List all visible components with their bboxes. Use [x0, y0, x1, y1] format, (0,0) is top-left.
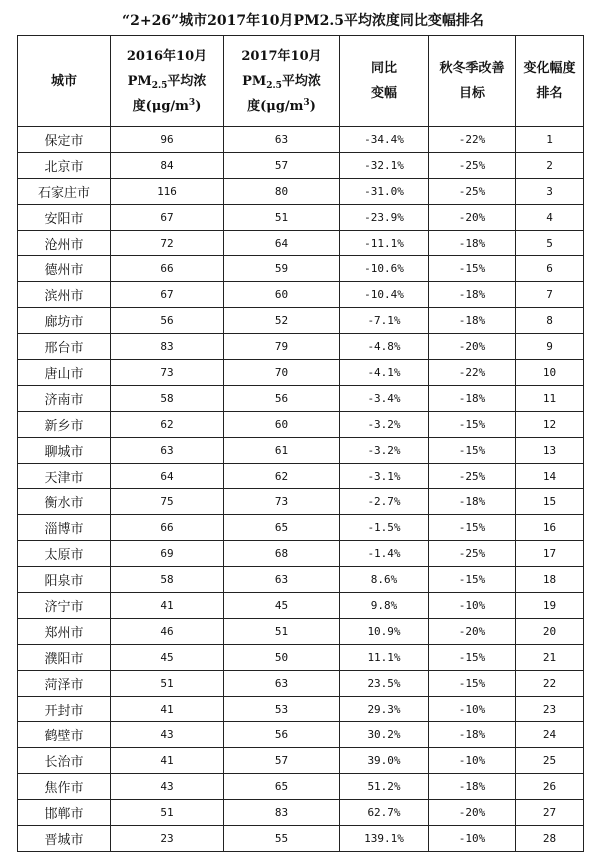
- pm25-2016-cell: 83: [111, 334, 224, 360]
- city-cell: 开封市: [18, 696, 111, 722]
- yoy-change-cell: 51.2%: [340, 774, 429, 800]
- pm25-ranking-table: [17, 35, 584, 852]
- header-2016-line1: 2016年10月: [126, 48, 208, 64]
- yoy-change-cell: -4.8%: [340, 334, 429, 360]
- header-2017-unit-sup: 3: [303, 97, 310, 108]
- target-cell: -15%: [429, 644, 516, 670]
- table-row: [18, 748, 584, 774]
- target-cell: -22%: [429, 127, 516, 153]
- target-cell: -25%: [429, 178, 516, 204]
- pm25-2017-cell: 52: [224, 308, 340, 334]
- yoy-change-cell: 23.5%: [340, 670, 429, 696]
- target-cell: -22%: [429, 360, 516, 386]
- city-cell: 北京市: [18, 152, 111, 178]
- pm25-2017-cell: 70: [224, 360, 340, 386]
- header-2017-line3: [224, 94, 339, 119]
- city-cell: 濮阳市: [18, 644, 111, 670]
- pm25-2017-cell: 55: [224, 826, 340, 852]
- pm25-2017-cell: 59: [224, 256, 340, 282]
- pm25-2016-cell: 67: [111, 282, 224, 308]
- pm25-2017-cell: 80: [224, 178, 340, 204]
- pm25-2017-cell: 83: [224, 800, 340, 826]
- target-cell: -10%: [429, 593, 516, 619]
- target-cell: -18%: [429, 282, 516, 308]
- yoy-change-cell: 10.9%: [340, 618, 429, 644]
- pm25-2017-cell: 62: [224, 463, 340, 489]
- header-2017-pm-sub: 2.5: [266, 80, 282, 91]
- city-cell: 济宁市: [18, 593, 111, 619]
- city-cell: 德州市: [18, 256, 111, 282]
- target-cell: -15%: [429, 411, 516, 437]
- rank-cell: 3: [516, 178, 584, 204]
- target-cell: -15%: [429, 515, 516, 541]
- rank-cell: 18: [516, 567, 584, 593]
- table-row: [18, 489, 584, 515]
- table-row: [18, 670, 584, 696]
- rank-cell: 26: [516, 774, 584, 800]
- table-row: [18, 567, 584, 593]
- yoy-change-cell: -10.4%: [340, 282, 429, 308]
- rank-cell: 10: [516, 360, 584, 386]
- pm25-2017-cell: 56: [224, 385, 340, 411]
- city-cell: 晋城市: [18, 826, 111, 852]
- city-cell: 聊城市: [18, 437, 111, 463]
- header-target: [429, 36, 516, 127]
- rank-cell: 21: [516, 644, 584, 670]
- pm25-2016-cell: 58: [111, 385, 224, 411]
- table-row: [18, 463, 584, 489]
- pm25-2017-cell: 45: [224, 593, 340, 619]
- city-cell: 天津市: [18, 463, 111, 489]
- header-target-line1: 秋冬季改善: [439, 61, 505, 76]
- rank-cell: 11: [516, 385, 584, 411]
- pm25-2017-cell: 56: [224, 722, 340, 748]
- table-row: [18, 360, 584, 386]
- city-cell: 阳泉市: [18, 567, 111, 593]
- pm25-2016-cell: 23: [111, 826, 224, 852]
- pm25-2016-cell: 46: [111, 618, 224, 644]
- rank-cell: 12: [516, 411, 584, 437]
- header-2016-concentration: [111, 36, 224, 127]
- table-row: [18, 541, 584, 567]
- rank-cell: 24: [516, 722, 584, 748]
- pm25-2017-cell: 73: [224, 489, 340, 515]
- pm25-2017-cell: 57: [224, 152, 340, 178]
- city-cell: 唐山市: [18, 360, 111, 386]
- target-cell: -20%: [429, 334, 516, 360]
- pm25-2016-cell: 69: [111, 541, 224, 567]
- table-row: [18, 152, 584, 178]
- target-cell: -20%: [429, 618, 516, 644]
- pm25-2017-cell: 79: [224, 334, 340, 360]
- city-cell: 郑州市: [18, 618, 111, 644]
- yoy-change-cell: 62.7%: [340, 800, 429, 826]
- yoy-change-cell: -3.2%: [340, 411, 429, 437]
- city-cell: 新乡市: [18, 411, 111, 437]
- pm25-2016-cell: 41: [111, 593, 224, 619]
- header-2016-unit-close: ): [195, 98, 202, 114]
- rank-cell: 14: [516, 463, 584, 489]
- city-cell: 邯郸市: [18, 800, 111, 826]
- target-cell: -15%: [429, 567, 516, 593]
- pm25-2017-cell: 53: [224, 696, 340, 722]
- header-2016-pm: PM: [127, 73, 152, 89]
- yoy-change-cell: -3.4%: [340, 385, 429, 411]
- target-cell: -25%: [429, 541, 516, 567]
- table-header: [18, 36, 584, 127]
- pm25-2017-cell: 63: [224, 670, 340, 696]
- city-cell: 衡水市: [18, 489, 111, 515]
- target-cell: -18%: [429, 774, 516, 800]
- yoy-change-cell: 30.2%: [340, 722, 429, 748]
- header-2016-avg: 平均浓: [167, 73, 207, 89]
- header-2017-line1: 2017年10月: [241, 48, 322, 64]
- yoy-change-cell: -2.7%: [340, 489, 429, 515]
- yoy-change-cell: -23.9%: [340, 204, 429, 230]
- rank-cell: 4: [516, 204, 584, 230]
- city-cell: 石家庄市: [18, 178, 111, 204]
- target-cell: -20%: [429, 800, 516, 826]
- table-row: [18, 178, 584, 204]
- city-cell: 鹤壁市: [18, 722, 111, 748]
- yoy-change-cell: -1.5%: [340, 515, 429, 541]
- rank-cell: 15: [516, 489, 584, 515]
- rank-cell: 20: [516, 618, 584, 644]
- rank-cell: 8: [516, 308, 584, 334]
- pm25-2016-cell: 51: [111, 670, 224, 696]
- pm25-2017-cell: 65: [224, 515, 340, 541]
- table-row: [18, 256, 584, 282]
- table-row: [18, 722, 584, 748]
- pm25-2016-cell: 84: [111, 152, 224, 178]
- yoy-change-cell: -34.4%: [340, 127, 429, 153]
- yoy-change-cell: 9.8%: [340, 593, 429, 619]
- table-row: [18, 334, 584, 360]
- pm25-2016-cell: 66: [111, 515, 224, 541]
- city-cell: 滨州市: [18, 282, 111, 308]
- table-row: [18, 230, 584, 256]
- pm25-2016-cell: 43: [111, 774, 224, 800]
- header-2017-unit-close: ): [309, 98, 316, 114]
- yoy-change-cell: -32.1%: [340, 152, 429, 178]
- rank-cell: 19: [516, 593, 584, 619]
- rank-cell: 28: [516, 826, 584, 852]
- pm25-2016-cell: 66: [111, 256, 224, 282]
- table-row: [18, 515, 584, 541]
- rank-cell: 22: [516, 670, 584, 696]
- pm25-2017-cell: 61: [224, 437, 340, 463]
- table-row: [18, 411, 584, 437]
- pm25-2017-cell: 57: [224, 748, 340, 774]
- rank-cell: 13: [516, 437, 584, 463]
- pm25-2016-cell: 64: [111, 463, 224, 489]
- rank-cell: 2: [516, 152, 584, 178]
- header-2017-pm: PM: [242, 73, 267, 89]
- target-cell: -15%: [429, 437, 516, 463]
- target-cell: -18%: [429, 385, 516, 411]
- pm25-2016-cell: 41: [111, 696, 224, 722]
- target-cell: -10%: [429, 748, 516, 774]
- header-target-line2: 目标: [458, 86, 485, 101]
- yoy-change-cell: 29.3%: [340, 696, 429, 722]
- rank-cell: 16: [516, 515, 584, 541]
- yoy-change-cell: -7.1%: [340, 308, 429, 334]
- city-cell: 太原市: [18, 541, 111, 567]
- table-row: [18, 618, 584, 644]
- target-cell: -15%: [429, 670, 516, 696]
- pm25-2016-cell: 73: [111, 360, 224, 386]
- pm25-2016-cell: 67: [111, 204, 224, 230]
- table-row: [18, 437, 584, 463]
- rank-cell: 5: [516, 230, 584, 256]
- header-2016-unit-sup: 3: [188, 97, 196, 108]
- pm25-2016-cell: 75: [111, 489, 224, 515]
- pm25-2016-cell: 58: [111, 567, 224, 593]
- pm25-2017-cell: 64: [224, 230, 340, 256]
- pm25-2016-cell: 116: [111, 178, 224, 204]
- target-cell: -15%: [429, 256, 516, 282]
- header-2017-concentration: [224, 36, 340, 127]
- target-cell: -25%: [429, 152, 516, 178]
- table-row: [18, 308, 584, 334]
- header-2016-line2: [111, 69, 223, 94]
- header-2017-avg: 平均浓: [281, 73, 321, 89]
- yoy-change-cell: -11.1%: [340, 230, 429, 256]
- table-body: [18, 127, 584, 852]
- table-title: “2+26”城市2017年10月PM2.5平均浓度同比变幅排名: [122, 13, 484, 29]
- rank-cell: 23: [516, 696, 584, 722]
- yoy-change-cell: -3.1%: [340, 463, 429, 489]
- pm25-2017-cell: 63: [224, 567, 340, 593]
- pm25-2017-cell: 65: [224, 774, 340, 800]
- table-row: [18, 644, 584, 670]
- pm25-2017-cell: 60: [224, 411, 340, 437]
- table-row: [18, 800, 584, 826]
- table-row: [18, 593, 584, 619]
- pm25-2016-cell: 41: [111, 748, 224, 774]
- header-yoy-line2: 变幅: [370, 86, 397, 101]
- city-cell: 淄博市: [18, 515, 111, 541]
- rank-cell: 27: [516, 800, 584, 826]
- yoy-change-cell: -10.6%: [340, 256, 429, 282]
- header-2017-line2: [224, 69, 339, 94]
- pm25-2016-cell: 63: [111, 437, 224, 463]
- header-row: [18, 36, 584, 127]
- pm25-2016-cell: 72: [111, 230, 224, 256]
- pm25-2017-cell: 51: [224, 618, 340, 644]
- header-city-label: 城市: [50, 73, 77, 89]
- target-cell: -18%: [429, 489, 516, 515]
- header-rank-line1: 变化幅度: [523, 61, 576, 76]
- rank-cell: 25: [516, 748, 584, 774]
- yoy-change-cell: -31.0%: [340, 178, 429, 204]
- yoy-change-cell: 11.1%: [340, 644, 429, 670]
- table-row: [18, 826, 584, 852]
- pm25-2016-cell: 43: [111, 722, 224, 748]
- target-cell: -25%: [429, 463, 516, 489]
- pm25-2016-cell: 45: [111, 644, 224, 670]
- pm25-2017-cell: 60: [224, 282, 340, 308]
- rank-cell: 1: [516, 127, 584, 153]
- header-rank-line2: 排名: [536, 86, 563, 101]
- header-2016-pm-sub: 2.5: [151, 80, 168, 91]
- target-cell: -18%: [429, 308, 516, 334]
- yoy-change-cell: 39.0%: [340, 748, 429, 774]
- table-row: [18, 696, 584, 722]
- rank-cell: 6: [516, 256, 584, 282]
- rank-cell: 9: [516, 334, 584, 360]
- pm25-2017-cell: 68: [224, 541, 340, 567]
- header-2016-unit: 度(μg/m: [132, 98, 189, 114]
- pm25-2016-cell: 56: [111, 308, 224, 334]
- pm25-2017-cell: 51: [224, 204, 340, 230]
- rank-cell: 7: [516, 282, 584, 308]
- header-2017-unit: 度(μg/m: [247, 98, 304, 114]
- header-city: [18, 36, 111, 127]
- target-cell: -10%: [429, 826, 516, 852]
- city-cell: 长治市: [18, 748, 111, 774]
- header-yoy-change: [340, 36, 429, 127]
- target-cell: -18%: [429, 230, 516, 256]
- target-cell: -18%: [429, 722, 516, 748]
- city-cell: 保定市: [18, 127, 111, 153]
- city-cell: 安阳市: [18, 204, 111, 230]
- yoy-change-cell: 8.6%: [340, 567, 429, 593]
- pm25-2017-cell: 50: [224, 644, 340, 670]
- header-2016-line3: [111, 94, 223, 119]
- table-row: [18, 282, 584, 308]
- pm25-2016-cell: 96: [111, 127, 224, 153]
- header-rank: [516, 36, 584, 127]
- header-yoy-line1: 同比: [370, 61, 397, 76]
- yoy-change-cell: -1.4%: [340, 541, 429, 567]
- table-row: [18, 204, 584, 230]
- pm25-2017-cell: 63: [224, 127, 340, 153]
- pm25-2016-cell: 62: [111, 411, 224, 437]
- target-cell: -10%: [429, 696, 516, 722]
- target-cell: -20%: [429, 204, 516, 230]
- yoy-change-cell: -3.2%: [340, 437, 429, 463]
- yoy-change-cell: 139.1%: [340, 826, 429, 852]
- city-cell: 廊坊市: [18, 308, 111, 334]
- yoy-change-cell: -4.1%: [340, 360, 429, 386]
- table-row: [18, 127, 584, 153]
- rank-cell: 17: [516, 541, 584, 567]
- table-row: [18, 385, 584, 411]
- city-cell: 邢台市: [18, 334, 111, 360]
- table-row: [18, 774, 584, 800]
- city-cell: 济南市: [18, 385, 111, 411]
- city-cell: 菏泽市: [18, 670, 111, 696]
- city-cell: 沧州市: [18, 230, 111, 256]
- pm25-2016-cell: 51: [111, 800, 224, 826]
- city-cell: 焦作市: [18, 774, 111, 800]
